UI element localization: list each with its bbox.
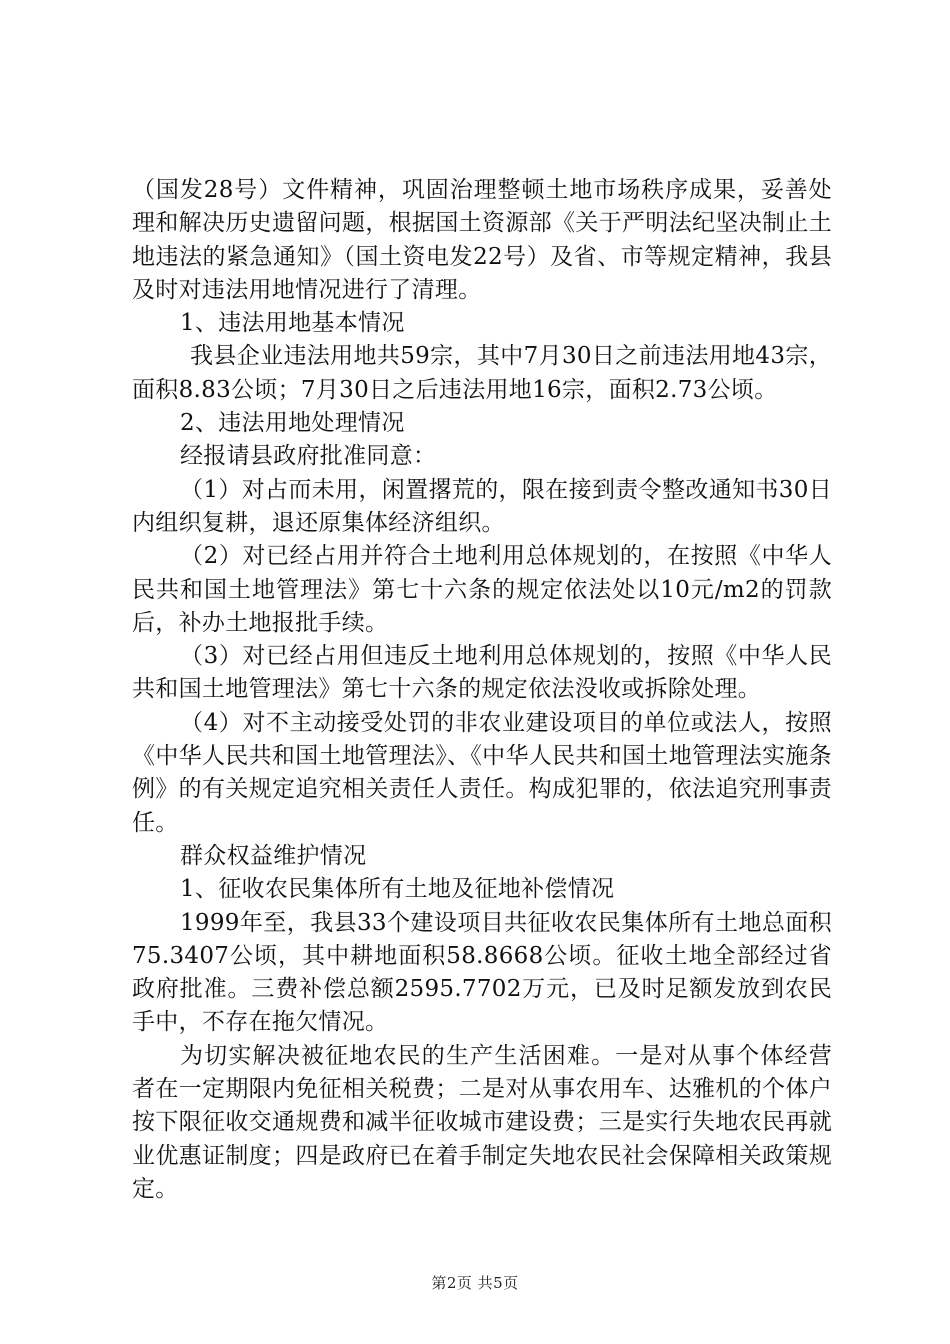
paragraph-land-acquisition: 1999年至，我县33个建设项目共征收农民集体所有土地总面积75.3407公顷，其中耕地面积58.8668公顷。征收土地全部经过省政府批准。三费补偿总额2595.7702万元，已及时足额发放到农民手中，不存在拖欠情况。 [132,909,832,1036]
paragraph-intro: （国发28号）文件精神，巩固治理整顿土地市场秩序成果，妥善处理和解决历史遗留问题，根据国土资源部《关于严明法纪坚决制止土地违法的紧急通知》（国土资电发22号）及省、市等规定精神，我县及时对违法用地情况进行了清理。 [132,177,832,303]
paragraph-illegal-land-overview: 我县企业违法用地共59宗，其中7月30日之前违法用地43宗，面积8.83公顷；7月30日之后违法用地16宗，面积2.73公顷。 [132,343,832,403]
page-number-footer: 第2页 共5页 [431,1274,519,1292]
paragraph-item-3: （3）对已经占用但违反土地利用总体规划的，按照《中华人民共和国土地管理法》第七十六条的规定依法没收或拆除处理。 [132,643,832,703]
paragraph-approval: 经报请县政府批准同意： [180,443,437,470]
document-body [132,174,832,1206]
paragraph-item-4: （4）对不主动接受处罚的非农业建设项目的单位或法人，按照《中华人民共和国土地管理法》、《中华人民共和国土地管理法实施条例》的有关规定追究相关责任人责任。构成犯罪的，依法追究刑事责任。 [132,709,832,836]
paragraph-item-1: （1）对占而未用，闲置撂荒的，限在接到责令整改通知书30日内组织复耕，退还原集体经济组织。 [132,476,832,536]
heading-rights-protection: 群众权益维护情况 [180,842,367,869]
paragraph-item-2: （2）对已经占用并符合土地利用总体规划的，在按照《中华人民共和国土地管理法》第七十六条的规定依法处以10元/m2的罚款后，补办土地报批手续。 [132,543,832,636]
heading-land-acquisition: 1、征收农民集体所有土地及征地补偿情况 [180,876,615,903]
heading-illegal-land-handling: 2、违法用地处理情况 [180,410,405,437]
paragraph-livelihood-measures: 为切实解决被征地农民的生产生活困难。一是对从事个体经营者在一定期限内免征相关税费；二是对从事农用车、达雅机的个体户按下限征收交通规费和减半征收城市建设费；三是实行失地农民再就业优惠证制度；四是政府已在着手制定失地农民社会保障相关政策规定。 [132,1042,832,1202]
heading-illegal-land-overview: 1、违法用地基本情况 [180,310,405,337]
